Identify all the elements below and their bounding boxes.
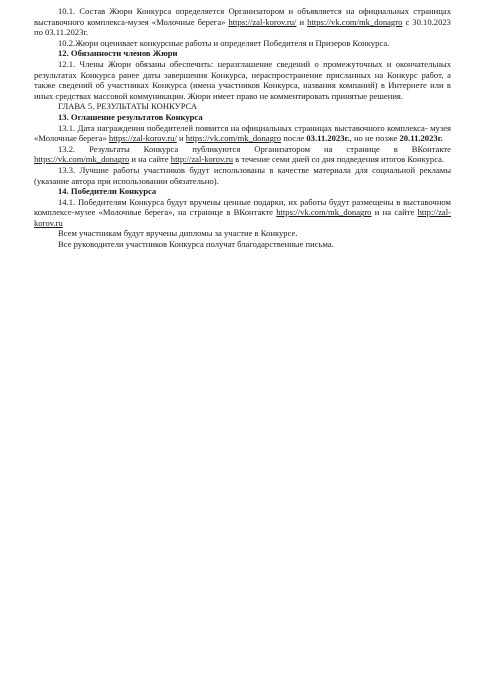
link-vk-donagro[interactable]: https://vk.com/mk_donagro xyxy=(34,154,130,165)
paragraph-text: после xyxy=(283,133,305,144)
link-zal-korov[interactable]: http://zal-korov.ru xyxy=(170,154,233,165)
link-zal-korov[interactable]: http://zal-korov.ru xyxy=(34,207,451,228)
date-start: 03.11.2023г. xyxy=(306,133,350,144)
paragraph-10-1 xyxy=(34,6,451,38)
paragraph-10-2: 10.2.Жюри оценивает конкурсные работы и определяет Победителя и Призеров Конкурса. xyxy=(58,37,390,48)
paragraph-text: 13.2. Результаты Конкурса публикуются Организатором на странице в ВКонтакте xyxy=(58,143,451,154)
link-vk-donagro[interactable]: https://vk.com/mk_donagro xyxy=(185,133,282,144)
paragraph-text: в течение семи дней со дня подведения итогов Конкурса. xyxy=(235,154,445,165)
paragraph-13-1 xyxy=(34,123,451,144)
link-zal-korov[interactable]: https://zal-korov.ru/ xyxy=(108,133,177,144)
paragraph-text: 10.1. Состав Жюри Конкурса определяется Организатором и объявляется на официальных страницах выставочного комплекса-музея «Молочные берега» xyxy=(34,6,451,27)
line-letters: Все руководители участников Конкурса получат благодарственные письма. xyxy=(58,239,334,250)
paragraph-text: и xyxy=(179,133,184,144)
link-vk-donagro[interactable]: https://vk.com/mk_donagro xyxy=(307,16,403,27)
line-diplomas: Всем участникам будут вручены дипломы за участие в Конкурсе. xyxy=(58,228,298,239)
link-vk-donagro[interactable]: https://vk.com/mk_donagro xyxy=(276,207,372,218)
heading-12: 12. Обязанности членов Жюри xyxy=(58,48,178,59)
paragraph-text: и на сайте xyxy=(131,154,169,165)
paragraph-text: 14.1. Победителям Конкурса будут вручены ценные подарки, их работы будут размещены в выставочном комплексе-музее «Молочные берега», на странице в ВКонтакте xyxy=(34,196,451,218)
heading-14: 14. Победители Конкурса xyxy=(58,186,157,197)
paragraph-text: и на сайте xyxy=(374,207,415,218)
paragraph-text: 13.1. Дата награждения победителей появится на официальных страницах выставочного комплекса- музея «Молочные берега» xyxy=(34,122,451,144)
paragraph-14-1 xyxy=(34,197,451,229)
paragraph-13-2 xyxy=(34,144,451,165)
paragraph-text: с 30.10.2023 по 03.11.2023г. xyxy=(34,16,451,38)
paragraph-13-3: 13.3. Лучшие работы участников будут использованы в качестве материала для социальной рекламы (указание автора при использовании обязательно). xyxy=(34,164,451,186)
paragraph-12-1: 12.1. Члены Жюри обязаны обеспечить: неразглашение сведений о промежуточных и окончательных результатах Конкурса ранее даты завершения Конкурса, нераспространение присланных на Конкурс работ, а также сведений об участниках Конкурса (имена участников Конкурса, названия компаний) в Интернете или в иных средствах массовой коммуникации. Жюри имеет право не комментировать принятые решения. xyxy=(34,58,451,101)
paragraph-text: и xyxy=(299,16,305,27)
paragraph-text: , но не позже xyxy=(349,133,398,144)
date-end: 20.11.2023г. xyxy=(399,133,443,144)
link-zal-korov[interactable]: https://zal-korov.ru/ xyxy=(228,16,297,27)
heading-13: 13. Оглашение результатов Конкурса xyxy=(58,111,203,122)
chapter-5-title: ГЛАВА 5. РЕЗУЛЬТАТЫ КОНКУРСА xyxy=(58,101,198,112)
